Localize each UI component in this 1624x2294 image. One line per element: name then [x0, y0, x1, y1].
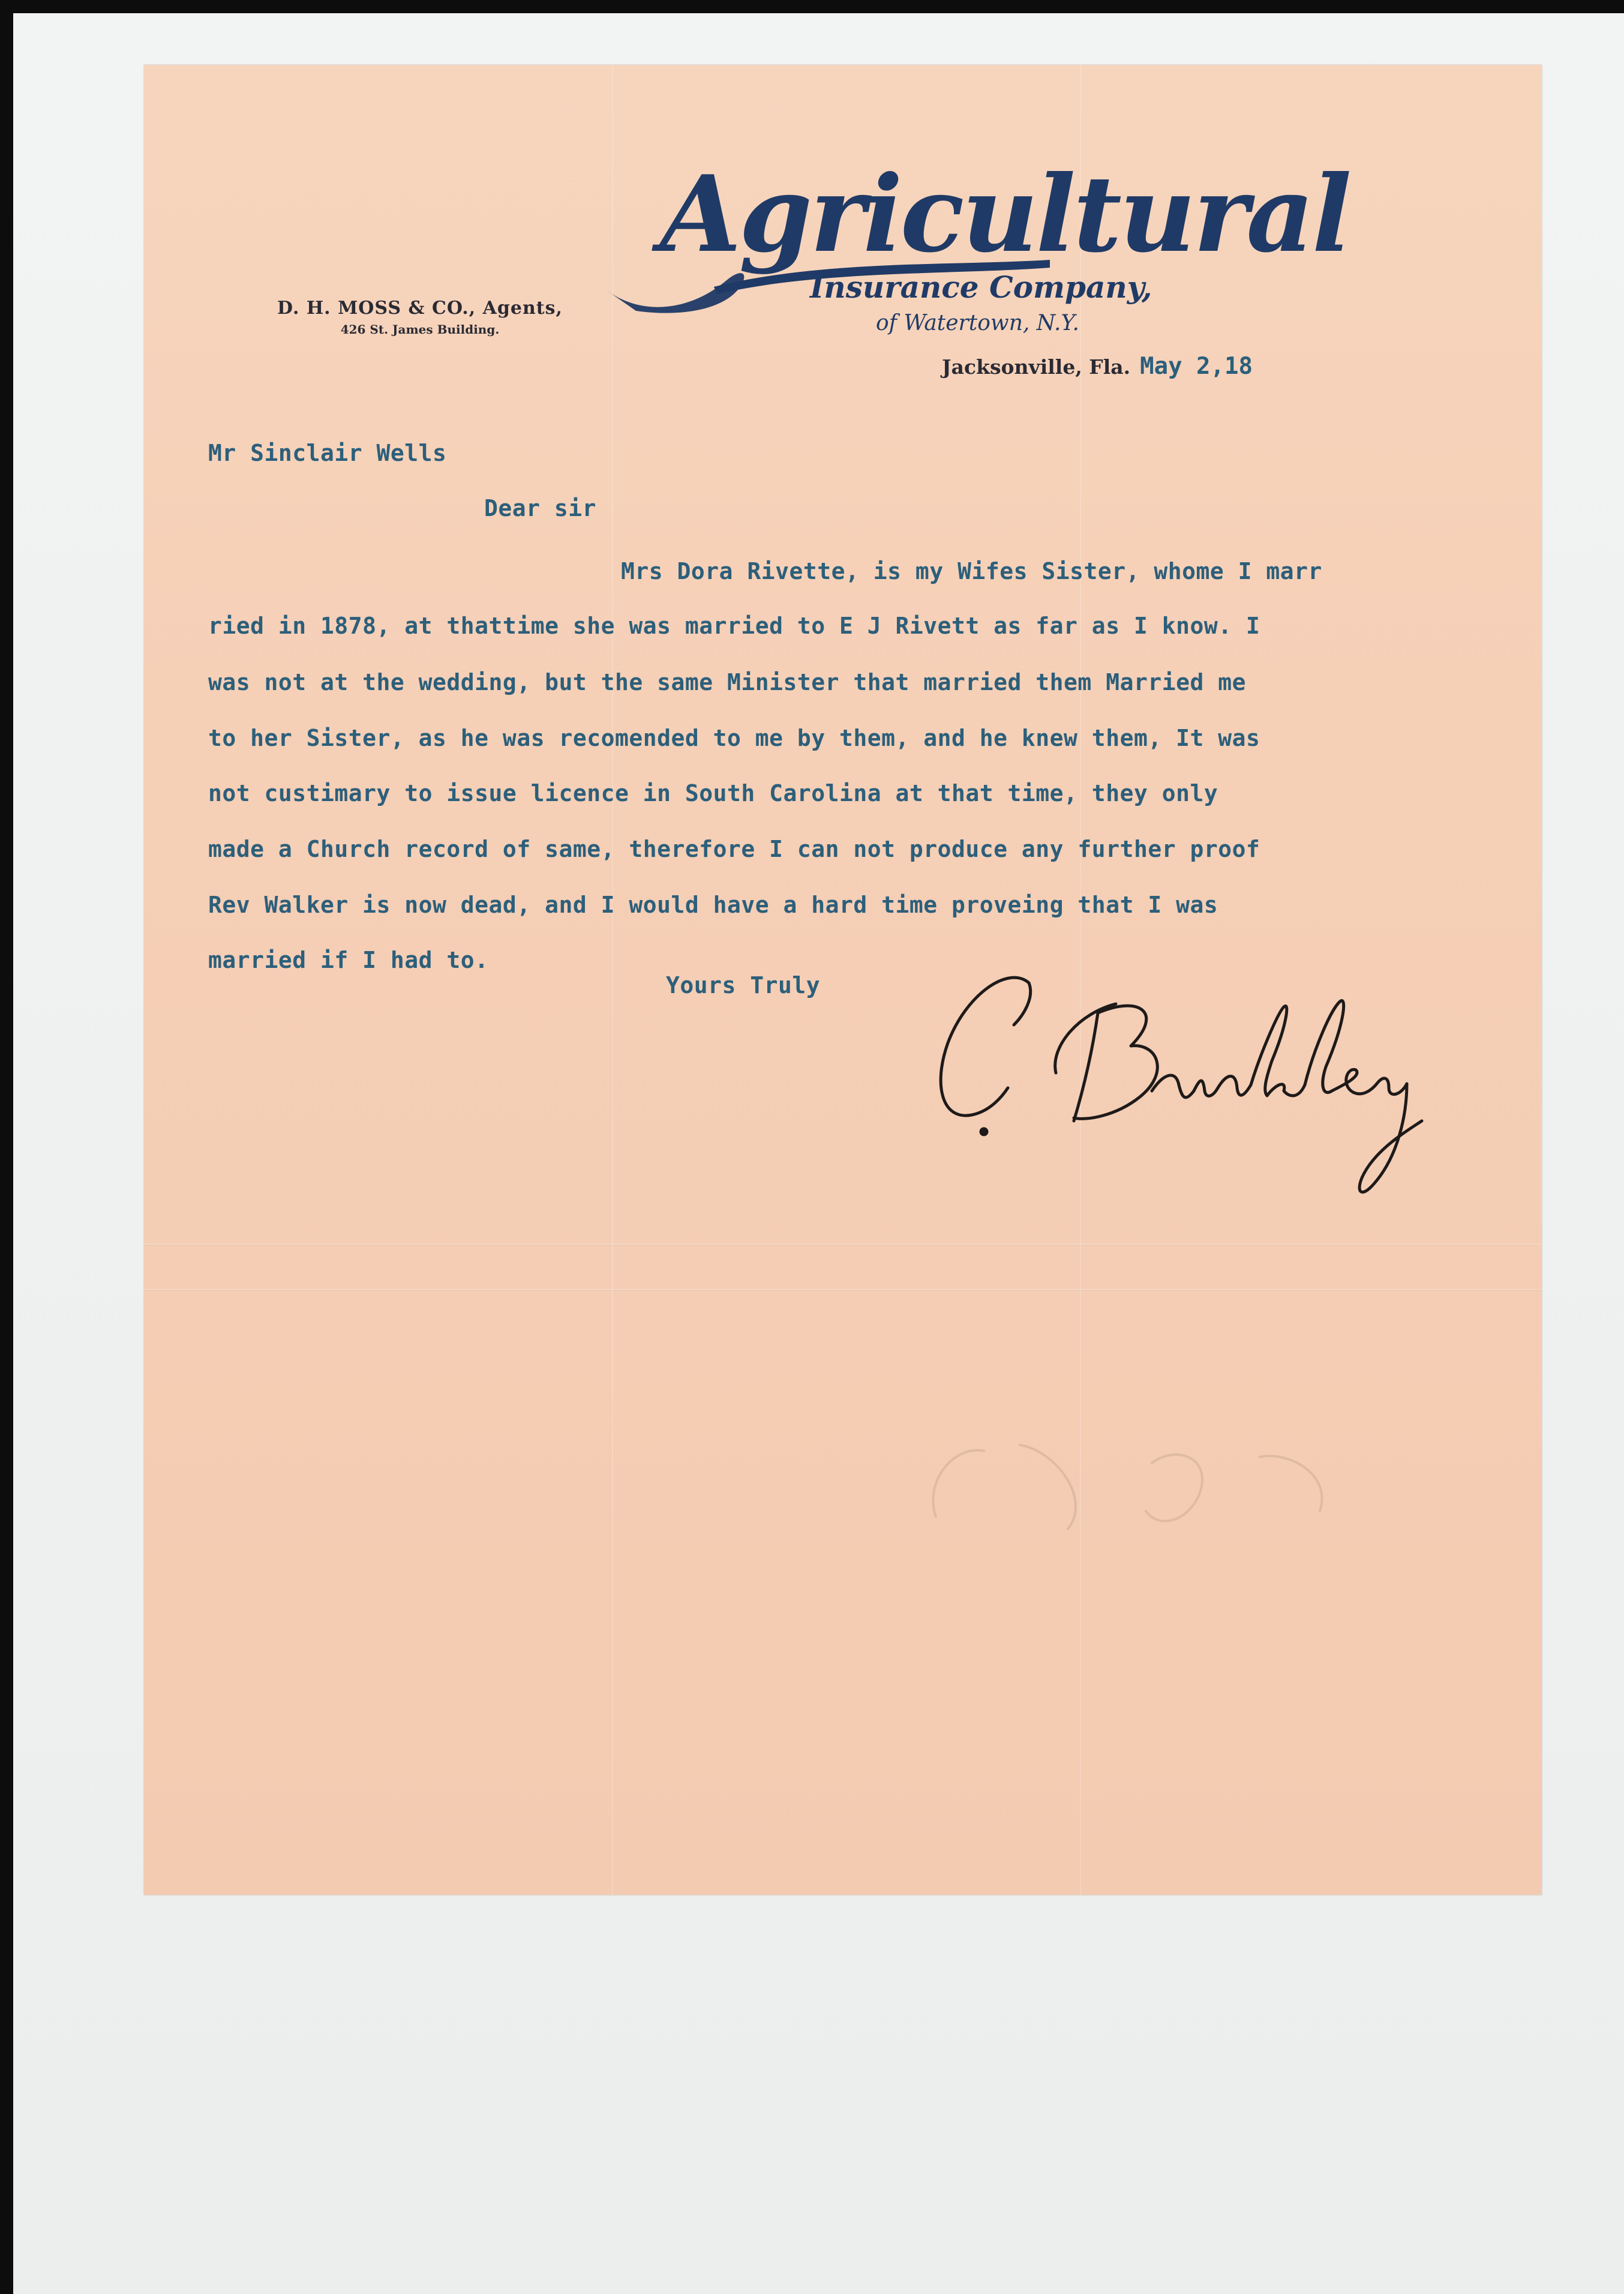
body-line: not custimary to issue licence in South Carolina at that time, they only: [208, 780, 1218, 806]
letter-date: May 2,18: [1140, 353, 1253, 380]
salutation: Dear sir: [484, 495, 597, 521]
bleed-through-mark: [900, 1409, 1428, 1553]
company-logo: [594, 137, 1350, 341]
body-line: ried in 1878, at thattime she was married to E J Rivett as far as I know. I: [208, 613, 1260, 639]
paper-fold: [144, 1289, 1542, 1291]
scan-top-border: [0, 0, 1624, 13]
body-line: Mrs Dora Rivette, is my Wifes Sister, whome I marr: [621, 558, 1322, 584]
logo-wordmark: Agricultural: [660, 153, 1350, 276]
letter-page: [144, 65, 1542, 1895]
logo-subtitle: Insurance Company,: [810, 269, 1152, 305]
paper-fold: [144, 1244, 1542, 1246]
agent-address: 426 St. James Building.: [340, 322, 500, 337]
agent-block: [264, 298, 576, 337]
body-line: was not at the wedding, but the same Minister that married them Married me: [208, 669, 1246, 695]
agent-name: D. H. MOSS & CO., Agents,: [277, 298, 563, 319]
body-line: to her Sister, as he was recomended to me by them, and he knew them, It was: [208, 725, 1260, 751]
logo-location: of Watertown, N.Y.: [876, 311, 1079, 335]
letter-place: Jacksonville, Fla.: [942, 355, 1131, 379]
scan-left-border: [0, 0, 13, 2294]
body-line: married if I had to.: [208, 947, 489, 973]
place-date: [942, 353, 1253, 380]
closing: Yours Truly: [666, 972, 821, 998]
handwritten-signature: [900, 941, 1500, 1205]
body-line: Rev Walker is now dead, and I would have a hard time proveing that I was: [208, 892, 1218, 918]
body-line: made a Church record of same, therefore I can not produce any further proof: [208, 836, 1260, 862]
recipient: Mr Sinclair Wells: [208, 440, 447, 466]
